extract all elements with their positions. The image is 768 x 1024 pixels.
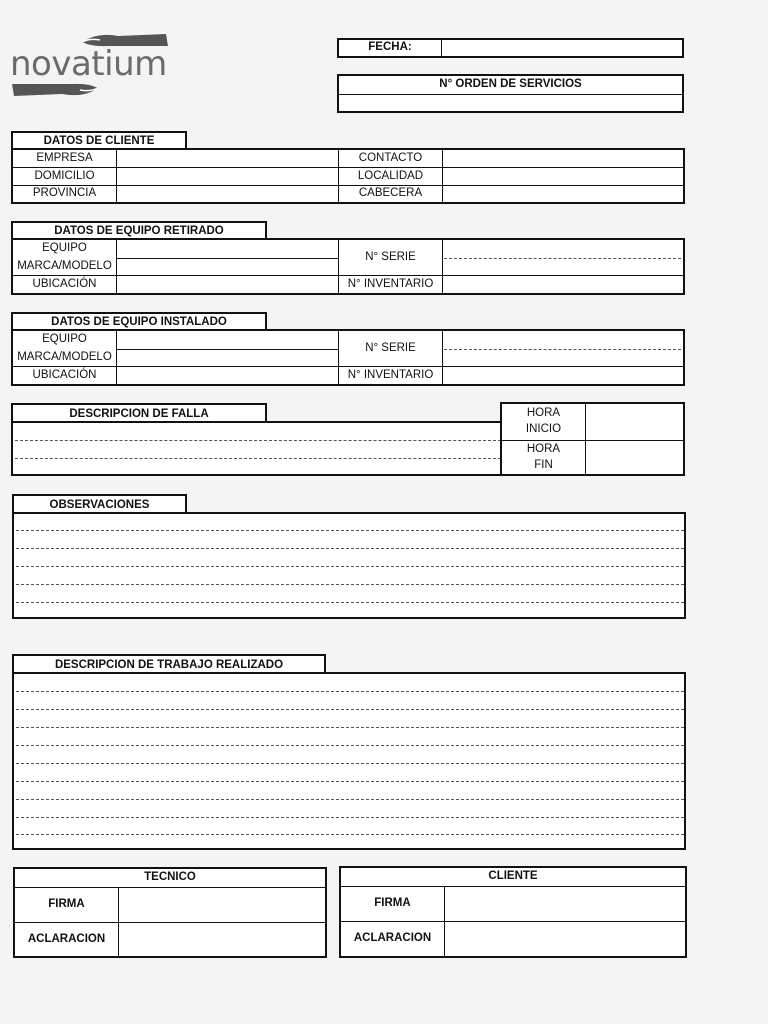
cliente-firma-field[interactable] xyxy=(446,887,685,921)
trabajo-box[interactable] xyxy=(12,672,686,850)
retirado-inventario-label: N° INVENTARIO xyxy=(347,277,434,290)
retirado-marca-label: MARCA/MODELO xyxy=(17,259,112,272)
contacto-field[interactable] xyxy=(444,150,683,167)
instalado-ubicacion-label: UBICACIÓN xyxy=(32,368,97,381)
cliente-box xyxy=(11,148,685,204)
hora-fin-line1: HORA xyxy=(526,442,561,455)
observaciones-title: OBSERVACIONES xyxy=(12,494,187,513)
cliente-title: DATOS DE CLIENTE xyxy=(11,131,187,149)
instalado-box xyxy=(11,329,685,386)
cliente-firma-box xyxy=(339,866,687,958)
cabecera-label: CABECERA xyxy=(358,186,423,199)
fecha-label: FECHA: xyxy=(368,41,412,54)
tecnico-aclaracion-field[interactable] xyxy=(120,923,325,956)
tecnico-title: TECNICO xyxy=(144,871,196,884)
empresa-field[interactable] xyxy=(118,150,337,167)
orden-label: N° ORDEN DE SERVICIOS xyxy=(439,78,582,91)
localidad-label: LOCALIDAD xyxy=(357,169,424,182)
tecnico-box xyxy=(13,867,327,958)
hora-inicio-field[interactable] xyxy=(587,404,683,440)
provincia-label: PROVINCIA xyxy=(32,186,97,199)
fecha-box xyxy=(337,38,684,58)
instalado-equipo-label: EQUIPO xyxy=(42,333,87,346)
orden-field[interactable] xyxy=(339,96,682,111)
instalado-marca-label: MARCA/MODELO xyxy=(17,350,112,363)
hand-bottom-icon xyxy=(10,80,102,100)
cliente-aclaracion-field[interactable] xyxy=(446,922,685,956)
retirado-box xyxy=(11,238,685,295)
hora-fin-field[interactable] xyxy=(587,441,683,474)
cliente-aclaracion-label: ACLARACION xyxy=(353,932,432,945)
cliente-firma-title: CLIENTE xyxy=(488,870,538,883)
falla-box xyxy=(11,421,501,476)
cliente-firma-label: FIRMA xyxy=(374,897,411,910)
fecha-field[interactable] xyxy=(443,40,682,56)
observaciones-box[interactable] xyxy=(12,512,686,619)
hora-inicio-line1: HORA xyxy=(526,407,561,420)
falla-title: DESCRIPCION DE FALLA xyxy=(11,403,267,422)
retirado-equipo-label: EQUIPO xyxy=(42,242,87,255)
tecnico-aclaracion-label: ACLARACION xyxy=(27,932,106,945)
contacto-label: CONTACTO xyxy=(358,152,423,165)
domicilio-label: DOMICILIO xyxy=(34,169,95,182)
tecnico-firma-label: FIRMA xyxy=(48,898,85,911)
hora-fin-label xyxy=(502,441,585,474)
hora-fin-line2: FIN xyxy=(534,458,553,471)
hora-box xyxy=(500,402,685,476)
instalado-serie-label: N° SERIE xyxy=(365,341,416,354)
retirado-serie-label: N° SERIE xyxy=(365,250,416,263)
instalado-title: DATOS DE EQUIPO INSTALADO xyxy=(11,312,267,330)
tecnico-firma-field[interactable] xyxy=(120,888,325,922)
retirado-title: DATOS DE EQUIPO RETIRADO xyxy=(11,221,267,239)
instalado-inventario-label: N° INVENTARIO xyxy=(347,368,434,381)
logo-text: novatium xyxy=(10,44,167,84)
orden-box xyxy=(337,74,684,113)
empresa-label: EMPRESA xyxy=(36,152,93,165)
hora-inicio-line2: INICIO xyxy=(525,423,562,435)
hora-inicio-label xyxy=(502,404,585,440)
trabajo-title: DESCRIPCION DE TRABAJO REALIZADO xyxy=(12,654,326,673)
retirado-ubicacion-label: UBICACIÓN xyxy=(32,277,97,290)
